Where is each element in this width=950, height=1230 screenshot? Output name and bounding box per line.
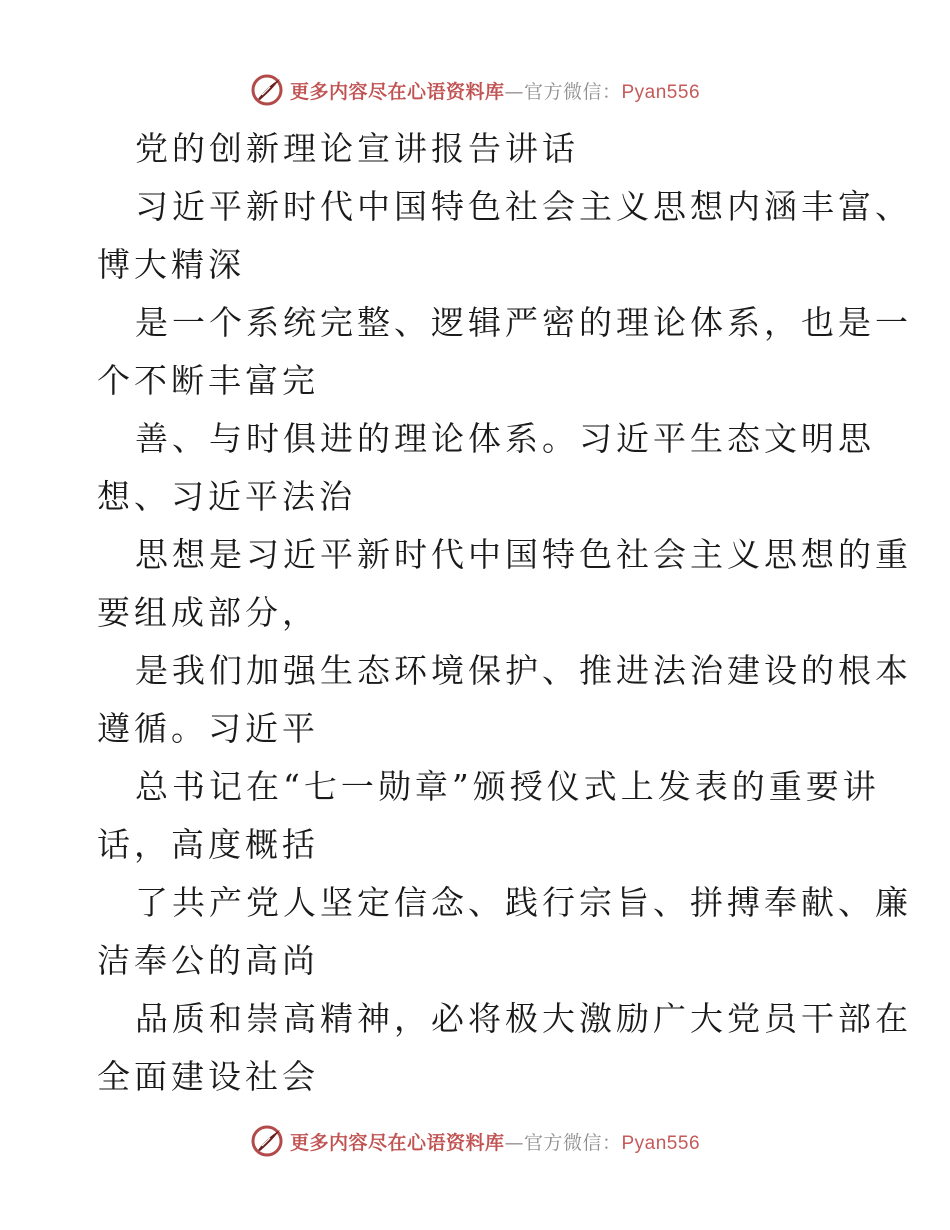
- text-line: 总书记在“七一勋章”颁授仪式上发表的重要讲: [135, 767, 880, 806]
- banner-wechat-label: 官方微信：: [523, 1131, 622, 1154]
- banner-brand-text: 更多内容尽在心语资料库: [289, 1131, 505, 1154]
- banner-wechat-label: 官方微信：: [523, 80, 622, 103]
- text-line: 习近平新时代中国特色社会主义思想内涵丰富、: [135, 187, 912, 226]
- text-line: 了共产党人坚定信念、践行宗旨、拼搏奉献、廉: [135, 883, 912, 922]
- footer-banner: [0, 1121, 950, 1161]
- banner-text: [290, 1128, 700, 1155]
- quill-logo-icon: [250, 1124, 284, 1158]
- banner-wechat-id: Pyan556: [621, 1132, 701, 1154]
- document-title: 党的创新理论宣讲报告讲话: [135, 129, 579, 168]
- banner-separator: —: [504, 80, 524, 103]
- header-banner: [0, 70, 950, 110]
- banner-separator: —: [504, 1131, 524, 1154]
- banner-brand-text: 更多内容尽在心语资料库: [289, 80, 505, 103]
- text-line: 想、习近平法治: [97, 477, 356, 516]
- text-line: 品质和崇高精神，必将极大激励广大党员干部在: [135, 999, 912, 1038]
- quill-logo-icon: [250, 73, 284, 107]
- text-line: 思想是习近平新时代中国特色社会主义思想的重: [135, 535, 912, 574]
- banner-text: [290, 77, 700, 104]
- text-line: 洁奉公的高尚: [97, 941, 319, 980]
- text-line: 全面建设社会: [97, 1057, 319, 1096]
- text-line: 要组成部分，: [97, 593, 319, 632]
- text-line: 是我们加强生态环境保护、推进法治建设的根本: [135, 651, 912, 690]
- text-line: 善、与时俱进的理论体系。习近平生态文明思: [135, 419, 875, 458]
- text-line: 遵循。习近平: [97, 709, 319, 748]
- text-line: 是一个系统完整、逻辑严密的理论体系，也是一: [135, 303, 912, 342]
- text-line: 话，高度概括: [97, 825, 319, 864]
- text-line: 博大精深: [97, 245, 245, 284]
- text-line: 个不断丰富完: [97, 361, 319, 400]
- document-body: [97, 120, 912, 1106]
- banner-wechat-id: Pyan556: [621, 81, 701, 103]
